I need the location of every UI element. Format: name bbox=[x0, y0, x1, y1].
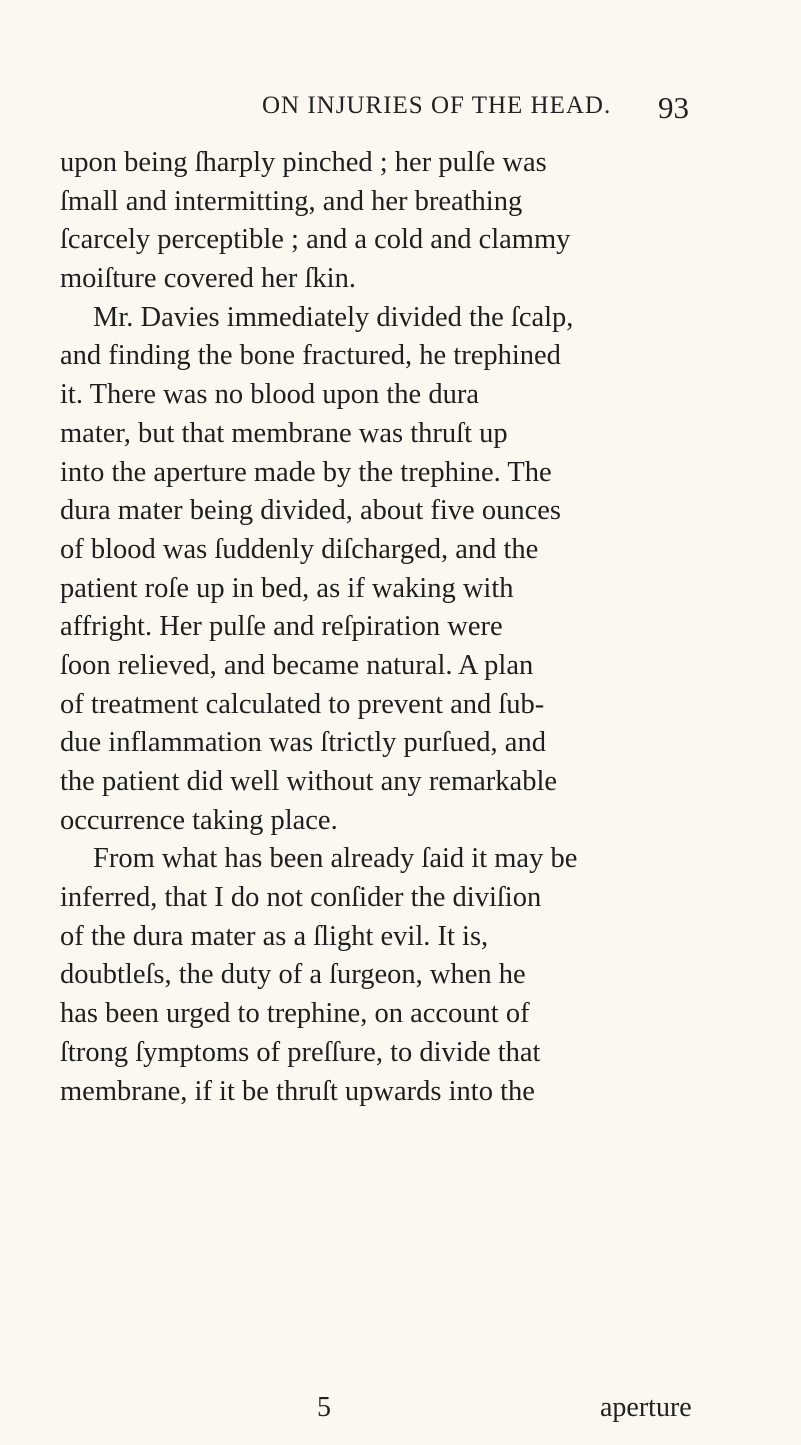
text-line: upon being ſharply pinched ; her pulſe was bbox=[60, 147, 547, 178]
text-line: of treatment calculated to prevent and ſub- bbox=[60, 688, 545, 720]
text-line: the patient did well without any remarkable bbox=[60, 766, 558, 797]
text-line: due inflammation was ſtrictly purſued, and bbox=[60, 727, 546, 759]
text-line: moiſture covered her ſkin. bbox=[60, 263, 356, 295]
text-line: ſtrong ſymptoms of preſſure, to divide that bbox=[60, 1036, 541, 1068]
text-line: membrane, if it be thruſt upwards into the bbox=[60, 1075, 535, 1107]
body-text bbox=[60, 144, 741, 1111]
text-line: of blood was ſuddenly diſcharged, and the bbox=[60, 533, 539, 565]
page-number: 93 bbox=[658, 90, 689, 125]
catchword: aperture bbox=[600, 1392, 692, 1423]
text-line: occurrence taking place. bbox=[60, 804, 338, 836]
text-line: Mr. Davies immediately divided the ſcalp, bbox=[93, 301, 574, 333]
signature-mark: 5 bbox=[317, 1392, 331, 1423]
text-line: ſcarcely perceptible ; and a cold and clammy bbox=[60, 224, 571, 256]
text-line: and finding the bone fractured, he trephined bbox=[60, 340, 561, 372]
text-line: mater, but that membrane was thruſt up bbox=[60, 417, 508, 449]
text-line: patient roſe up in bed, as if waking with bbox=[60, 572, 514, 604]
text-line: From what has been already ſaid it may be bbox=[93, 843, 578, 875]
text-line: of the dura mater as a ſlight evil. It is, bbox=[60, 920, 489, 952]
text-line: affright. Her pulſe and reſpiration were bbox=[60, 611, 503, 643]
text-line: has been urged to trephine, on account of bbox=[60, 998, 530, 1030]
text-line: ſmall and intermitting, and her breathing bbox=[60, 185, 523, 217]
text-line: inferred, that I do not conſider the diviſion bbox=[60, 882, 542, 914]
text-line: ſoon relieved, and became natural. A plan bbox=[60, 649, 534, 681]
running-head: ON INJURIES OF THE HEAD. bbox=[262, 92, 612, 119]
text-line: doubtleſs, the duty of a ſurgeon, when he bbox=[60, 959, 526, 991]
text-line: dura mater being divided, about five ounces bbox=[60, 495, 561, 527]
text-line: it. There was no blood upon the dura bbox=[60, 379, 479, 411]
text-line: into the aperture made by the trephine. The bbox=[60, 456, 552, 488]
